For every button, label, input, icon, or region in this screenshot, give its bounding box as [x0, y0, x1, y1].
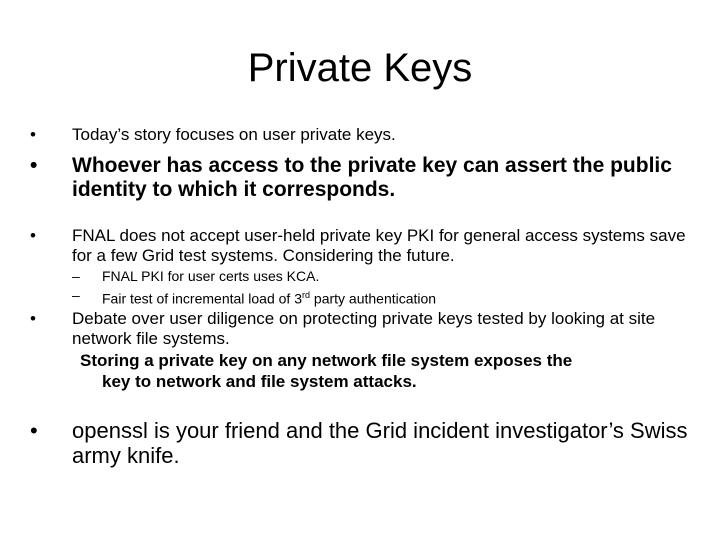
bullet-marker: • — [30, 125, 36, 144]
bullet-marker: • — [30, 226, 36, 245]
bullet-marker: • — [30, 418, 38, 443]
sub-bullet-marker: – — [72, 268, 80, 284]
bullet-text: openssl is your friend and the Grid incident investigator’s Swiss army knife. — [72, 418, 688, 468]
sub-bullet-text-end: party authentication — [310, 290, 437, 307]
bullet-item — [30, 309, 690, 351]
bold-note-line-1: Storing a private key on any network file system exposes the — [80, 351, 573, 370]
sub-bullet-text — [102, 287, 436, 307]
sub-bullet-text: FNAL PKI for user certs uses KCA. — [102, 268, 320, 284]
bullet-text: Today’s story focuses on user private keys. — [72, 125, 396, 144]
bullet-marker: • — [30, 309, 36, 328]
ordinal-superscript: rd — [302, 290, 311, 300]
bullet-item — [30, 226, 690, 268]
sub-bullet-marker: – — [72, 287, 80, 303]
bullet-item — [30, 154, 690, 204]
bullet-text: FNAL does not accept user-held private key PKI for general access systems save for a few Grid test systems. Considering the future. — [72, 226, 686, 265]
bullet-item — [30, 418, 690, 470]
bullet-text: Whoever has access to the private key can assert the public identity to which it corresponds. — [72, 154, 672, 201]
bold-note — [80, 350, 680, 392]
bullet-item — [30, 125, 690, 147]
bold-note-line-2: key to network and file system attacks. — [102, 372, 417, 391]
bullet-marker: • — [30, 154, 38, 177]
bullet-text: Debate over user diligence on protecting private keys tested by looking at site network file systems. — [72, 309, 656, 348]
slide-title: Private Keys — [247, 46, 473, 90]
sub-bullet-text-start: Fair test of incremental load of 3 — [102, 290, 302, 307]
